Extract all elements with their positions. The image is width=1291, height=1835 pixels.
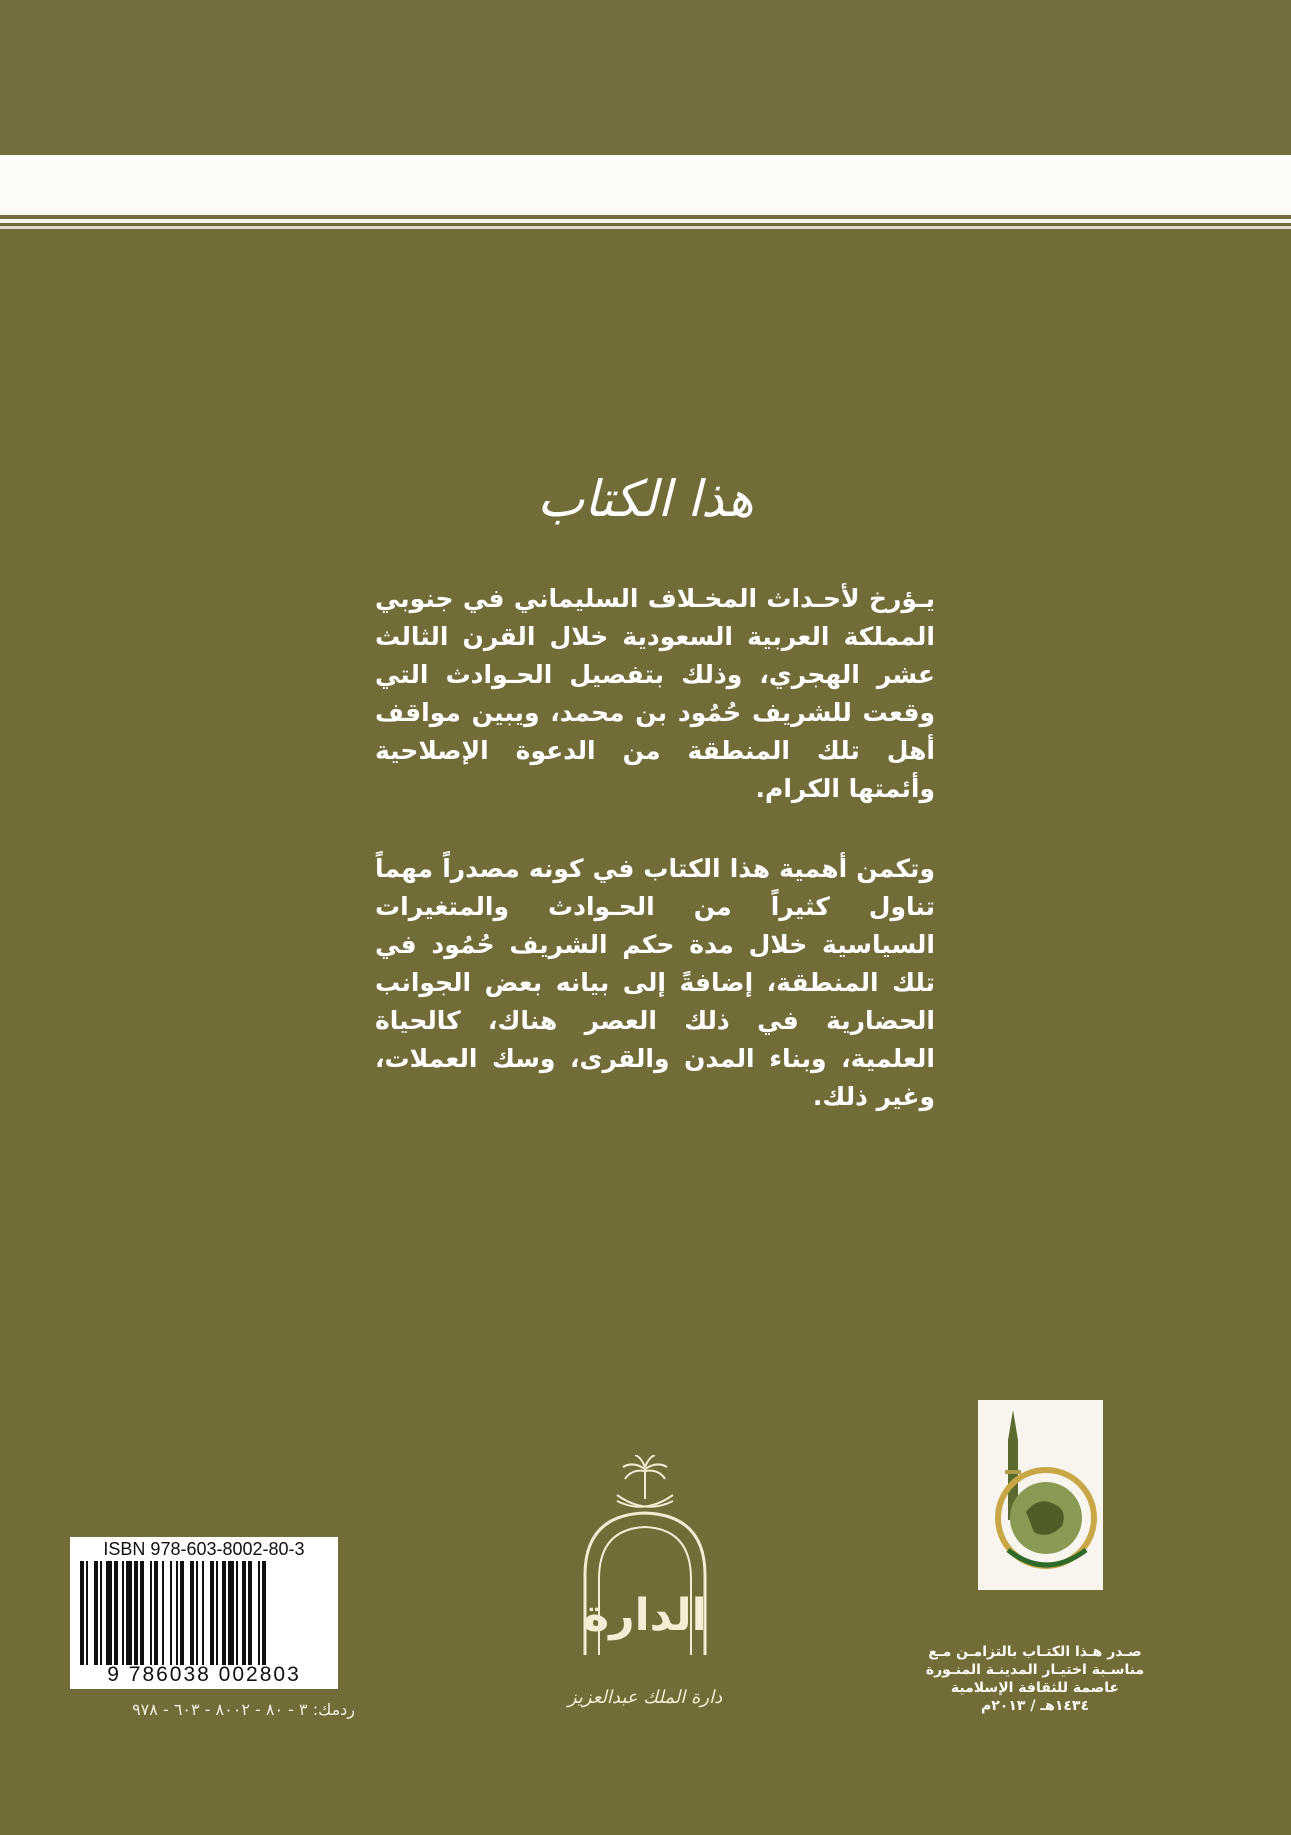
barcode-bar: [228, 1561, 234, 1665]
isbn-label: ISBN 978-603-8002-80-3: [103, 1539, 305, 1559]
barcode-bar: [222, 1561, 226, 1665]
publisher-name: دارة الملك عبدالعزيز: [567, 1687, 723, 1708]
barcode-bar: [196, 1561, 198, 1665]
barcode-bar: [150, 1561, 152, 1665]
radmak-number: ردمك: ٣ - ٨٠ - ٨٠٠٢ - ٦٠٣ - ٩٧٨: [132, 1700, 355, 1719]
caption-line: مناسـبة اختيـار المدينـة المنـورة: [925, 1662, 1145, 1678]
thin-stripe-2: [0, 226, 1291, 229]
barcode-bar: [80, 1561, 84, 1665]
barcode-bar: [216, 1561, 218, 1665]
barcode-bar: [114, 1561, 118, 1665]
caption-line: عاصمة للثقافة الإسلامية: [950, 1680, 1120, 1696]
section-heading: هذا الكتاب: [537, 470, 754, 528]
barcode-bar: [262, 1561, 266, 1665]
paragraph-2: وتكمن أهمية هذا الكتاب في كونه مصدراً مهماً تناول كثيراً من الحـوادث والمتغيرات السياسية خلال مدة حكم الشريف حُمُود في تلك المنطقة، إضافةً إلى بيانه بعض الجوانب الحضارية في ذلك العصر هناك، كالحياة العلمية، وبناء المدن والقرى، وسك العملات، وغير ذلك.: [375, 854, 935, 1111]
barcode-bar: [236, 1561, 238, 1665]
barcode-bar: [140, 1561, 144, 1665]
publisher-logo: [555, 1455, 735, 1725]
barcode-bar: [190, 1561, 194, 1665]
barcode-bar: [86, 1561, 88, 1665]
barcode-bar: [100, 1561, 102, 1665]
caption-line: صـدر هـذا الكتـاب بالتزامـن مـع: [928, 1644, 1142, 1660]
darah-emblem-icon: [555, 1455, 735, 1725]
barcode-bar: [242, 1561, 246, 1665]
barcode-bar: [258, 1561, 260, 1665]
barcode-bar: [248, 1561, 252, 1665]
barcode-bar: [106, 1561, 112, 1665]
barcode-bar: [162, 1561, 164, 1665]
white-stripe: [0, 155, 1291, 215]
barcode-bar: [154, 1561, 158, 1665]
emblem-caption: [910, 1643, 1160, 1715]
barcode-bar: [126, 1561, 132, 1665]
barcode-bar: [170, 1561, 172, 1665]
isbn-digits: 9 786038 002803: [107, 1663, 301, 1686]
barcode-bar: [210, 1561, 214, 1665]
barcode-bar: [94, 1561, 98, 1665]
barcode-bar: [202, 1561, 204, 1665]
madinah-culture-emblem: [978, 1400, 1103, 1590]
mosque-globe-icon: [978, 1400, 1103, 1590]
isbn-barcode: [70, 1537, 338, 1689]
thin-stripe: [0, 219, 1291, 223]
barcode-bar: [122, 1561, 124, 1665]
caption-line: ١٤٣٤هـ / ٢٠١٣م: [981, 1698, 1089, 1714]
paragraph-1: يـؤرخ لأحـداث المخـلاف السليماني في جنوبي المملكة العربية السعودية خلال القرن الثالث عشر الهجري، وذلك بتفصيل الحـوادث التي وقعت للشريف حُمُود بن محمد، ويبين مواقف أهل تلك المنطقة من الدعوة الإصلاحية وأئمتها الكرام.: [375, 584, 935, 803]
barcode-bar: [176, 1561, 178, 1665]
barcode-bar: [134, 1561, 138, 1665]
logo-text: الدارة: [583, 1590, 707, 1641]
barcode-bars: [74, 1561, 334, 1665]
barcode-bar: [180, 1561, 184, 1665]
top-cover-band: [0, 0, 1291, 155]
